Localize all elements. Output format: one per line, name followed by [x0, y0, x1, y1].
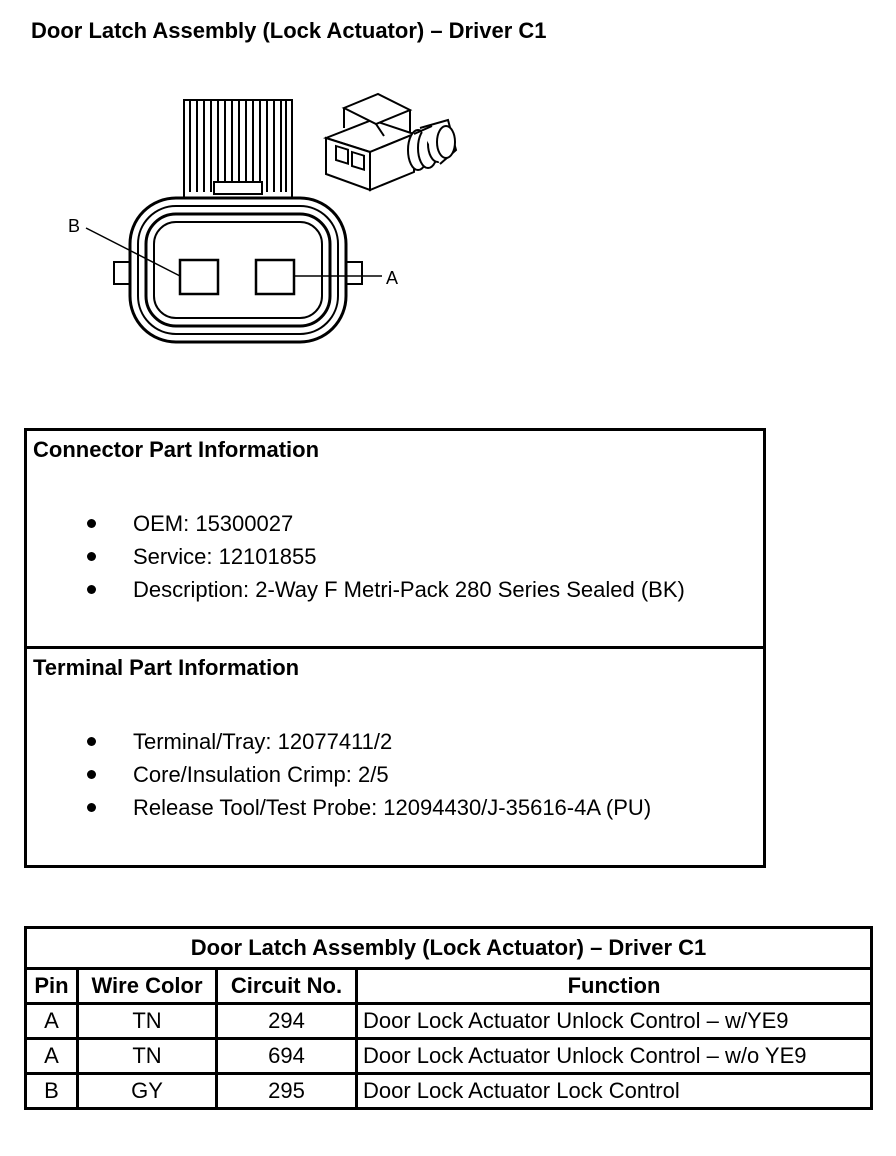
cell-wire-color: GY — [78, 1074, 217, 1109]
cell-circuit-no: 295 — [217, 1074, 357, 1109]
pin-label-a: A — [386, 268, 399, 288]
table-row — [26, 1039, 872, 1074]
cell-function: Door Lock Actuator Unlock Control – w/YE9 — [357, 1004, 872, 1039]
connector-info-list — [27, 507, 685, 606]
connector-front-view — [114, 100, 362, 342]
table-caption-row — [26, 928, 872, 969]
table-caption: Door Latch Assembly (Lock Actuator) – Driver C1 — [26, 928, 872, 969]
terminal-info-list — [27, 725, 651, 824]
pin-label-b: B — [68, 216, 81, 236]
bullet-icon — [87, 552, 96, 561]
column-header-pin: Pin — [26, 969, 78, 1004]
cell-circuit-no: 694 — [217, 1039, 357, 1074]
cell-wire-color: TN — [78, 1039, 217, 1074]
cell-function: Door Lock Actuator Unlock Control – w/o YE9 — [357, 1039, 872, 1074]
cell-pin: A — [26, 1004, 78, 1039]
column-header-function: Function — [357, 969, 872, 1004]
connector-part-info — [27, 431, 763, 649]
bullet-icon — [87, 737, 96, 746]
bullet-icon — [87, 770, 96, 779]
terminal-info-item: Core/Insulation Crimp: 2/5 — [27, 758, 651, 791]
column-header-wire-color: Wire Color — [78, 969, 217, 1004]
terminal-info-item: Release Tool/Test Probe: 12094430/J-35616-4A (PU) — [27, 791, 651, 824]
pin-table — [24, 926, 873, 1110]
connector-info-item: Description: 2-Way F Metri-Pack 280 Series Sealed (BK) — [27, 573, 685, 606]
cell-function: Door Lock Actuator Lock Control — [357, 1074, 872, 1109]
table-row — [26, 1004, 872, 1039]
column-header-circuit-no: Circuit No. — [217, 969, 357, 1004]
terminal-info-item: Terminal/Tray: 12077411/2 — [27, 725, 651, 758]
page-title: Door Latch Assembly (Lock Actuator) – Driver C1 — [31, 18, 547, 43]
connector-info-item: Service: 12101855 — [27, 540, 685, 573]
table-header-row — [26, 969, 872, 1004]
table-row — [26, 1074, 872, 1109]
connector-isometric-view — [326, 94, 456, 190]
terminal-part-info — [27, 649, 763, 865]
cell-wire-color: TN — [78, 1004, 217, 1039]
cell-circuit-no: 294 — [217, 1004, 357, 1039]
terminal-info-title: Terminal Part Information — [33, 655, 300, 680]
connector-info-title: Connector Part Information — [33, 437, 320, 462]
part-info-box — [24, 428, 766, 868]
bullet-icon — [87, 803, 96, 812]
cell-pin: B — [26, 1074, 78, 1109]
connector-info-item: OEM: 15300027 — [27, 507, 685, 540]
connector-diagram — [0, 80, 520, 370]
bullet-icon — [87, 519, 96, 528]
bullet-icon — [87, 585, 96, 594]
cell-pin: A — [26, 1039, 78, 1074]
